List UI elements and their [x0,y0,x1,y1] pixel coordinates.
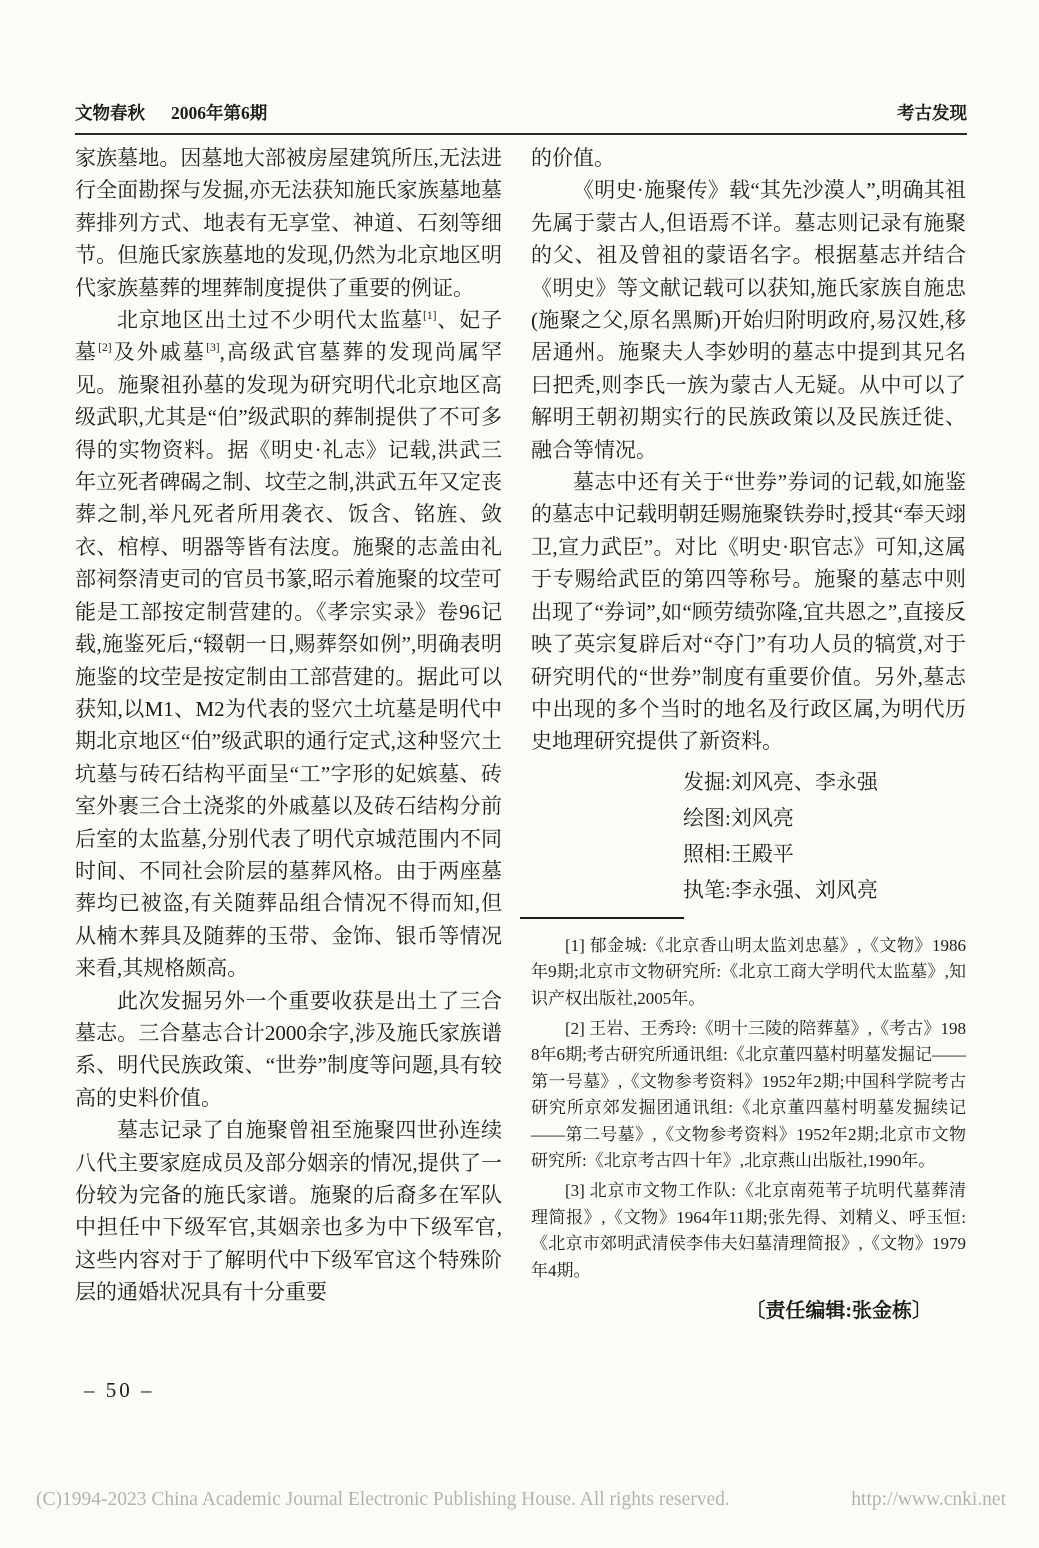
copyright-text: (C)1994-2023 China Academic Journal Electronic Publishing House. All rights reserved. [36,1489,730,1510]
paragraph-mongol-origin: 《明史·施聚传》载“其先沙漠人”,明确其祖先属于蒙古人,但语焉不详。墓志则记录有施聚的父、祖及曾祖的蒙语名字。根据墓志并结合《明史》等文献记载可以获知,施氏家族自施忠(施聚之父,原名黑厮)开始归附明政府,易汉姓,移居通州。施聚夫人李妙明的墓志中提到其兄名曰把秃,则李氏一族为蒙古人无疑。从中可以了解明王朝初期实行的民族政策以及民族迁徙、融合等情况。 [531,178,966,462]
footnote-separator [520,917,684,919]
credits-block [531,764,966,908]
page-header [75,100,967,135]
paragraph-continuation: 家族墓地。因墓地大部被房屋建筑所压,无法进行全面勘探与发掘,亦无法获知施氏家族墓地墓葬排列方式、地表有无享堂、神道、石刻等细节。但施氏家族墓地的发现,仍然为北京地区明代家族墓葬的埋葬制度提供了重要的例证。 [75,146,502,300]
copyright-footer [36,1489,1006,1511]
cnki-url: http://www.cnki.net [851,1489,1006,1510]
credit-line-drawing: 绘图:刘风亮 [683,805,794,830]
left-column [75,142,502,1309]
paragraph-epitaphs-found: 此次发掘另外一个重要收获是出土了三合墓志。三合墓志合计2000余字,涉及施氏家族谱系、明代民族政策、“世券”制度等问题,具有较高的史料价值。 [75,988,502,1110]
journal-info [75,100,267,125]
paragraph-shiquan-records: 墓志中还有关于“世券”券词的记载,如施鉴的墓志中记载明朝廷赐施聚铁券时,授其“奉天翊卫,宣力武臣”。对比《明史·职官志》可知,这属于专赐给武臣的第四等称号。施聚的墓志中则出现了“券词”,如“顾劳绩弥隆,宜共恩之”,直接反映了英宗复辟后对“夺门”有功人员的犒赏,对于研究明代的“世券”制度有重要价值。另外,墓志中出现的多个当时的地名及行政区属,为明代历史地理研究提供了新资料。 [531,470,966,754]
footnote-item-2: [2] 王岩、王秀玲:《明十三陵的陪葬墓》,《考古》1988年6期;考古研究所通讯组:《北京董四墓村明墓发掘记——第一号墓》,《文物参考资料》1952年2期;中国科学院考古研究所京郊发掘团通讯组:《北京董四墓村明墓发掘续记——第二号墓》,《文物参考资料》1952年2期;北京市文物研究所:《北京考古四十年》,北京燕山出版社,1990年。 [531,1018,966,1171]
credit-line-writing: 执笔:李永强、刘风亮 [683,877,878,902]
paragraph-tombs-overview: 北京地区出土过不少明代太监墓[1]、妃子墓[2]及外戚墓[3],高级武官墓葬的发现尚属罕见。施聚祖孙墓的发现为研究明代北京地区高级武职,尤其是“伯”级武职的葬制提供了不可多得的实物资料。据《明史·礼志》记载,洪武三年立死者碑碣之制、坟茔之制,洪武五年又定丧葬之制,举凡死者所用袭衣、饭含、铭旌、敛衣、棺椁、明器等皆有法度。施聚的志盖由礼部祠祭清吏司的官员书篆,昭示着施聚的坟茔可能是工部按定制营建的。《孝宗实录》卷96记载,施鉴死后,“辍朝一日,赐葬祭如例”,明确表明施鉴的坟茔是按定制由工部营建的。据此可以获知,以M1、M2为代表的竖穴土坑墓是明代中期北京地区“伯”级武职的通行定式,这种竖穴土坑墓与砖石结构平面呈“工”字形的妃嫔墓、砖室外裹三合土浇浆的外戚墓以及砖石结构分前后室的太监墓,分别代表了明代京城范围内不同时间、不同社会阶层的墓葬风格。由于两座墓葬均已被盗,有关随葬品组合情况不得而知,但从楠木葬具及随葬的玉带、金饰、银币等情况来看,其规格颇高。 [75,308,503,981]
paragraph-continuation-tail: 的价值。 [531,146,615,170]
journal-title: 文物春秋 [75,103,145,123]
right-column [531,142,966,1328]
footnote-item-3: [3] 北京市文物工作队:《北京南苑苇子坑明代墓葬清理简报》,《文物》1964年11期;张先得、刘精义、呼玉恒:《北京市郊明武清侯李伟夫妇墓清理简报》,《文物》1979年4期。 [531,1181,966,1280]
paragraph-family-genealogy: 墓志记录了自施聚曾祖至施聚四世孙连续八代主要家庭成员及部分姻亲的情况,提供了一份较为完备的施氏家谱。施聚的后裔多在军队中担任中下级军官,其姻亲也多为中下级军官,这些内容对于了解明代中下级军官这个特殊阶层的通婚状况具有十分重要 [75,1118,502,1305]
section-label: 考古发现 [897,103,967,123]
footnotes [531,933,966,1285]
editor-credit: 〔责任编辑:张金栋〕 [745,1300,932,1323]
issue-label: 2006年第6期 [171,103,268,123]
credit-line-excavation: 发掘:刘风亮、李永强 [683,769,878,794]
page-number: – 50 – [84,1378,155,1402]
footnote-item-1: [1] 郁金城:《北京香山明太监刘忠墓》,《文物》1986年9期;北京市文物研究所:《北京工商大学明代太监墓》,知识产权出版社,2005年。 [531,935,966,1008]
credit-line-photography: 照相:王殿平 [683,841,794,866]
